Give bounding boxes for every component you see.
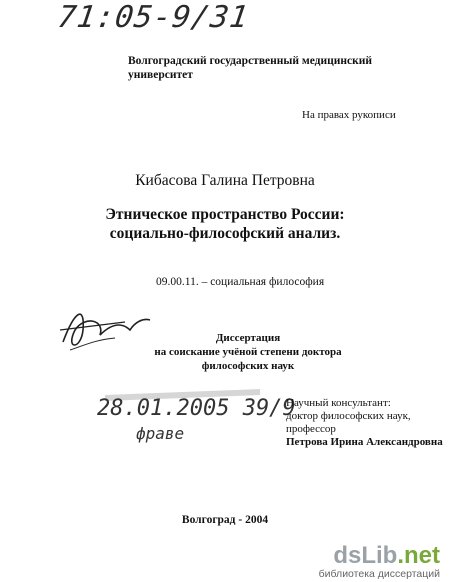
author-name: Кибасова Галина Петровна	[135, 172, 315, 189]
watermark-site-dot: .	[397, 542, 404, 569]
rights-note: На правах рукописи	[302, 109, 396, 121]
specialty-code: 09.00.11. – социальная философия	[156, 276, 325, 288]
title-line-2: социально-философский анализ.	[109, 225, 341, 242]
scientific-advisor	[286, 397, 450, 449]
city-year: Волгоград - 2004	[181, 514, 269, 526]
dissertation-title	[0, 205, 450, 243]
degree-line-2: на соискание учёной степени доктора	[154, 346, 342, 358]
watermark-site	[319, 544, 440, 568]
handwritten-archive-number: 71:05-9/31	[55, 0, 252, 35]
advisor-title: доктор философских наук, профессор	[286, 410, 411, 435]
degree-block	[0, 331, 450, 373]
title-line-1: Этническое пространство России:	[105, 206, 345, 223]
university-name: Волгоградский государственный медицинский университет	[128, 55, 372, 81]
handwritten-note: фраве	[136, 424, 185, 443]
degree-line-1: Диссертация	[215, 332, 281, 344]
advisor-label: Научный консультант:	[286, 397, 391, 409]
watermark-logo	[319, 544, 440, 580]
degree-line-3: философских наук	[201, 360, 295, 372]
watermark-site-main: dsLib	[333, 542, 398, 569]
watermark-site-tld: net	[404, 542, 440, 569]
advisor-name: Петрова Ирина Александровна	[286, 436, 443, 448]
handwritten-date: 28.01.2005 39/9	[97, 396, 296, 421]
watermark-subtitle: библиотека диссертаций	[318, 568, 440, 580]
